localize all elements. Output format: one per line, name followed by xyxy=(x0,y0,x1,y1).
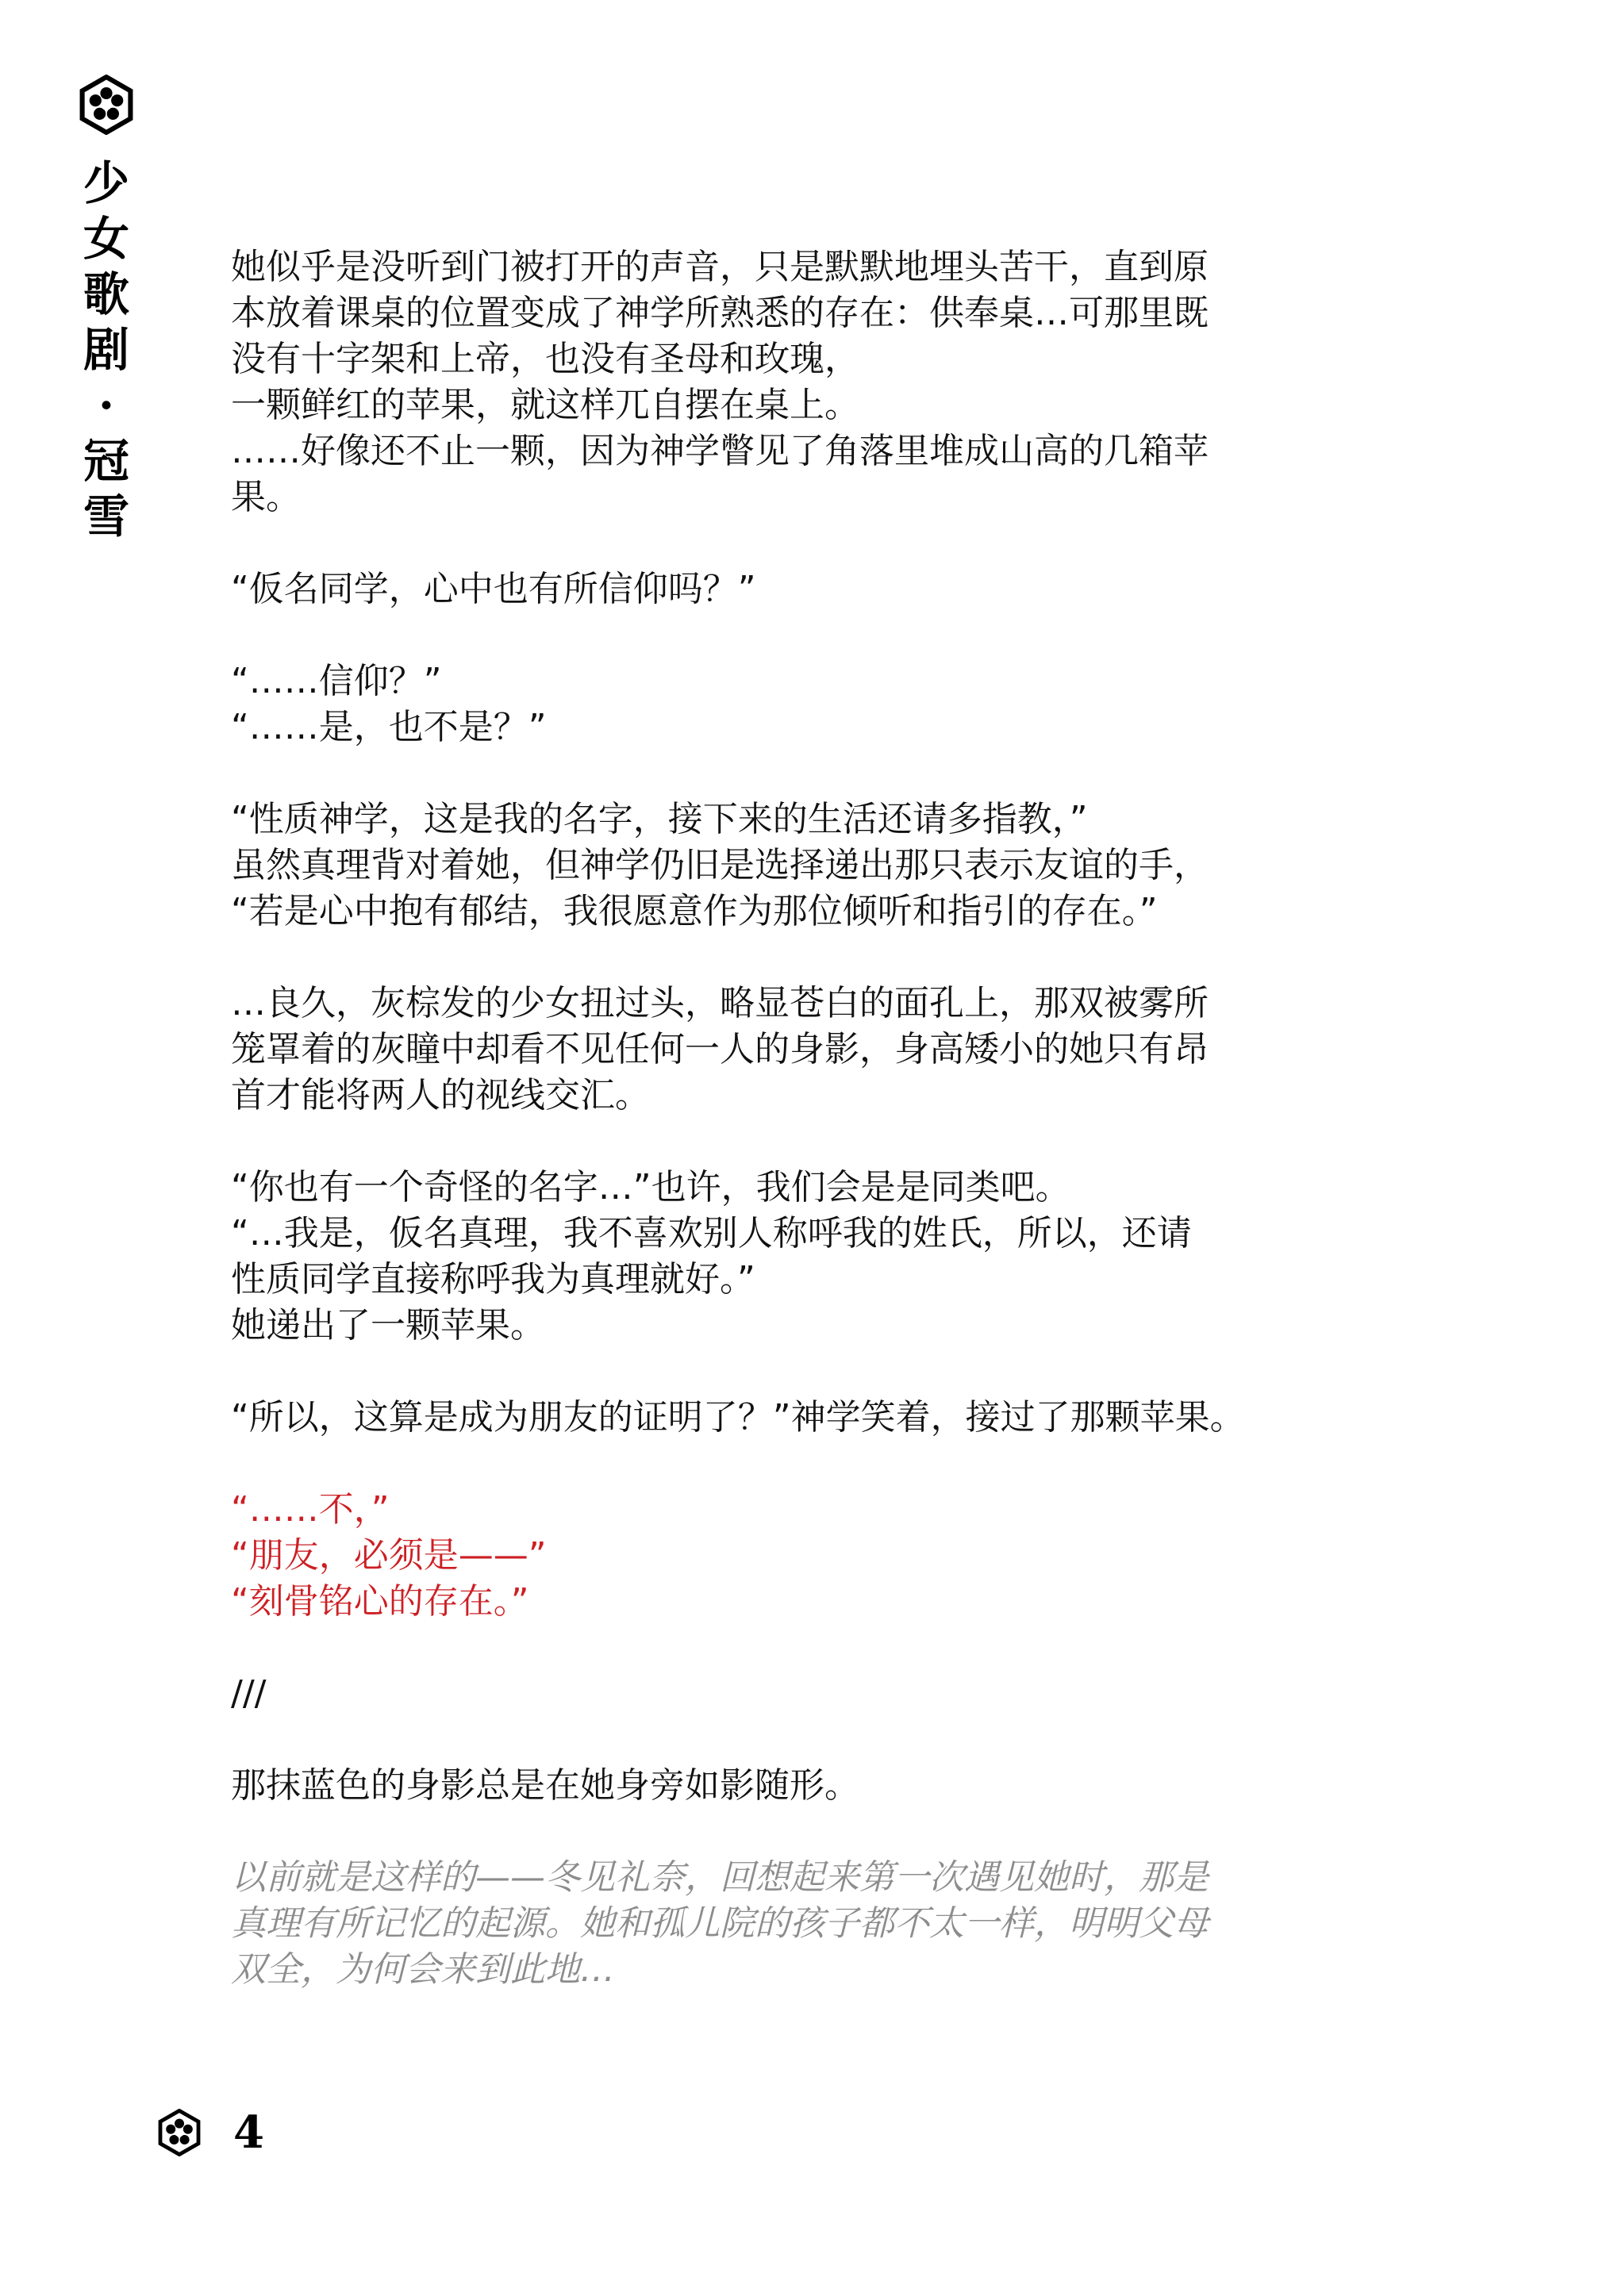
paragraph xyxy=(231,1763,1397,1809)
text-line: “若是心中抱有郁结，我很愿意作为那位倾听和指引的存在。” xyxy=(231,891,1158,931)
paragraph xyxy=(231,566,1397,612)
text-line: 她递出了一颗苹果。 xyxy=(231,1305,545,1346)
paragraph xyxy=(231,658,1397,751)
side-title-char: 剧 xyxy=(83,323,129,377)
text-line: 笼罩着的灰瞳中却看不见任何一人的身影，身高矮小的她只有昂 xyxy=(231,1029,1209,1069)
text-line: /// xyxy=(231,1673,267,1714)
text-line: 本放着课桌的位置变成了神学所熟悉的存在：供奉桌…可那里既 xyxy=(231,293,1209,333)
text-line: “刻骨铭心的存在。” xyxy=(231,1581,529,1622)
paragraph xyxy=(231,1487,1397,1625)
flower-hexagon-icon xyxy=(76,75,136,135)
paragraph xyxy=(231,1165,1397,1349)
story-text xyxy=(231,244,1397,2039)
paragraph xyxy=(231,1671,1397,1717)
text-line: “所以，这算是成为朋友的证明了？”神学笑着，接过了那颗苹果。 xyxy=(231,1397,1245,1438)
text-line: “性质神学，这是我的名字，接下来的生活还请多指教，” xyxy=(231,799,1088,839)
paragraph xyxy=(231,1855,1397,1993)
page-number: 4 xyxy=(233,2106,264,2159)
text-line: 果。 xyxy=(231,477,301,517)
text-line: “仮名同学，心中也有所信仰吗？” xyxy=(231,569,756,609)
text-line: 以前就是这样的——冬见礼奈，回想起来第一次遇见她时，那是 xyxy=(231,1857,1209,1898)
text-line: 真理有所记忆的起源。她和孤儿院的孩子都不太一样，明明父母 xyxy=(231,1903,1209,1944)
text-line: “朋友，必须是——” xyxy=(231,1535,547,1576)
side-title-char: 少 xyxy=(83,156,129,210)
text-line: 那抹蓝色的身影总是在她身旁如影随形。 xyxy=(231,1765,859,1806)
text-line: 首才能将两人的视线交汇。 xyxy=(231,1075,650,1115)
flower-hexagon-icon xyxy=(156,2109,203,2156)
text-line: 性质同学直接称呼我为真理就好。” xyxy=(231,1259,755,1300)
text-line: 她似乎是没听到门被打开的声音，只是默默地埋头苦干，直到原 xyxy=(231,247,1209,287)
text-line: “……不，” xyxy=(231,1489,390,1530)
side-title-char: · xyxy=(98,378,115,432)
text-line: “……信仰？” xyxy=(231,661,442,701)
side-title-char: 女 xyxy=(83,212,129,266)
side-title-char: 歌 xyxy=(83,267,129,321)
paragraph xyxy=(231,1395,1397,1441)
text-line: …良久，灰棕发的少女扭过头，略显苍白的面孔上，那双被雾所 xyxy=(231,983,1209,1023)
text-line: “…我是，仮名真理，我不喜欢别人称呼我的姓氏，所以，还请 xyxy=(231,1213,1192,1254)
page-footer xyxy=(156,2102,264,2163)
side-title-char: 冠 xyxy=(83,434,129,488)
text-line: ……好像还不止一颗，因为神学瞥见了角落里堆成山高的几箱苹 xyxy=(231,431,1209,471)
text-line: “……是，也不是？” xyxy=(231,707,547,747)
text-line: “你也有一个奇怪的名字…”也许，我们会是是同类吧。 xyxy=(231,1167,1070,1208)
text-line: 一颗鲜红的苹果，就这样兀自摆在桌上。 xyxy=(231,385,859,425)
text-line: 没有十字架和上帝，也没有圣母和玫瑰， xyxy=(231,339,859,379)
text-line: 双全，为何会来到此地… xyxy=(231,1949,615,1990)
text-line: 虽然真理背对着她，但神学仍旧是选择递出那只表示友谊的手， xyxy=(231,845,1209,885)
side-title-char: 雪 xyxy=(83,490,129,543)
paragraph xyxy=(231,981,1397,1119)
side-title xyxy=(76,155,136,544)
paragraph xyxy=(231,244,1397,520)
paragraph xyxy=(231,797,1397,935)
